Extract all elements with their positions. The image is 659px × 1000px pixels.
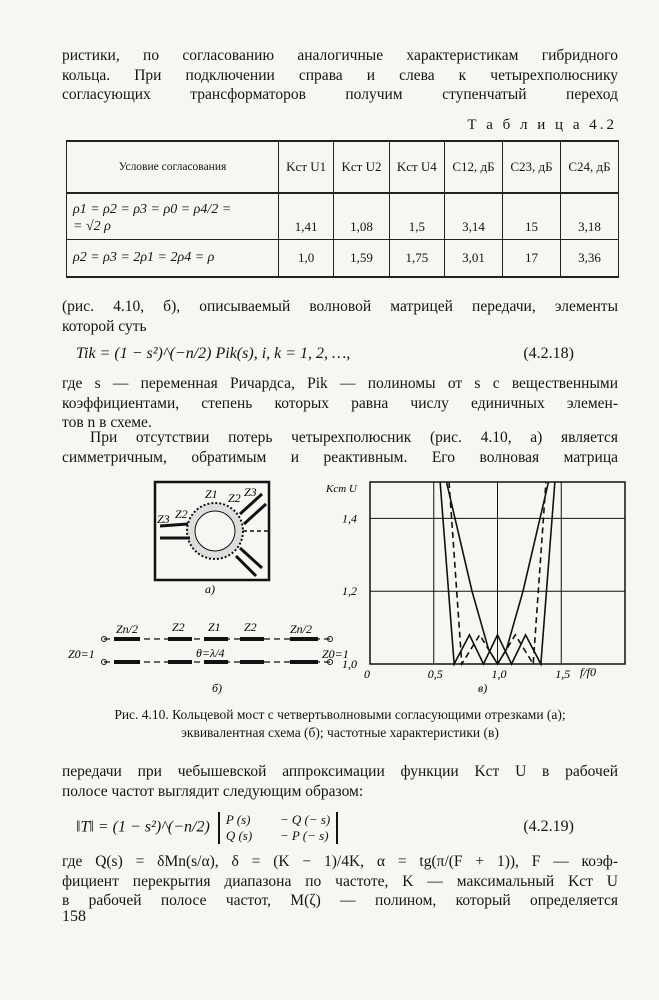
label-z2: Z2 xyxy=(175,507,188,521)
caption-line: эквивалентная схема (б); частотные характеристики (в) xyxy=(181,725,499,740)
label-segment: Z2 xyxy=(172,620,185,634)
table-cell: 15 xyxy=(502,193,560,239)
label-segment: Zn/2 xyxy=(116,622,139,636)
table-row xyxy=(67,193,619,239)
chart-ytick-label: 1,4 xyxy=(342,511,357,526)
text-line: При отсутствии потерь четырехполюсник (рис. 4.10, а) является xyxy=(90,429,618,446)
table-cell: 3,14 xyxy=(444,193,502,239)
paragraph-definitions xyxy=(62,852,618,911)
matrix-cell: − P (− s) xyxy=(279,828,329,843)
label-segment: Zn/2 xyxy=(290,622,313,636)
text-line: где Q(s) = δMn(s/α), δ = (K − 1)/4K, α = tg(π/(F + 1)), F — коэф- xyxy=(62,853,618,870)
chart-ytick-label: 1,0 xyxy=(342,657,357,671)
table-header: C24, дБ xyxy=(560,141,618,193)
paragraph-matrix xyxy=(62,297,618,336)
paragraph-intro xyxy=(62,46,618,105)
figure-b-label: б) xyxy=(212,681,223,695)
text-line: в рабочей полосе частот, M(ζ) — полином, который определяется xyxy=(62,892,618,909)
text-line: симметричным, обратимым и реактивным. Его волновая матрица xyxy=(62,448,618,466)
label-z3: Z3 xyxy=(157,512,170,526)
table-header: Kст U2 xyxy=(334,141,389,193)
equation-body: Tik = (1 − s²)^(−n/2) Pik(s), i, k = 1, 2, …, xyxy=(76,345,351,362)
chart-xtick-label: 0,5 xyxy=(427,667,443,681)
label-theta: θ=λ/4 xyxy=(196,646,225,660)
table-cell: 1,08 xyxy=(334,193,389,239)
table-cell: 3,36 xyxy=(560,239,618,277)
text-line: (рис. 4.10, б), описываемый волновой матрицей передачи, элементы xyxy=(62,298,618,315)
matrix-cell: Q (s) xyxy=(225,828,253,843)
equation-4-2-19 xyxy=(76,812,616,844)
page-number: 158 xyxy=(62,908,86,925)
label-segment: Z2 xyxy=(244,620,257,634)
table-cell: 3,18 xyxy=(560,193,618,239)
table-row xyxy=(67,239,619,277)
table-cell-condition xyxy=(67,193,279,239)
equation-number: (4.2.19) xyxy=(523,818,574,835)
label-right-port: Z0=1 xyxy=(322,647,349,661)
equation-4-2-18 xyxy=(76,345,616,363)
table-header-row xyxy=(67,141,619,193)
text-line: фициент перекрытия диапазона по частоте, K — максимальный Kст U xyxy=(62,872,618,890)
text-line: где s — переменная Ричардса, Pik — полиномы от s с вещественными xyxy=(62,375,618,392)
label-z3: Z3 xyxy=(244,485,257,499)
label-segment: Z1 xyxy=(208,620,221,634)
condition-line: = √2 ρ xyxy=(73,218,111,234)
table-header: Kст U4 xyxy=(389,141,444,193)
data-table xyxy=(66,140,619,278)
chart-xtick-label: 1,5 xyxy=(555,667,571,681)
matrix-cell: P (s) xyxy=(225,812,251,827)
arm-left xyxy=(160,524,190,538)
figure-c-label: в) xyxy=(478,681,488,695)
table-header: Условие согласования xyxy=(67,141,279,193)
condition-line: ρ1 = ρ2 = ρ3 = ρ0 = ρ4/2 = xyxy=(73,201,232,217)
table-cell: 1,5 xyxy=(389,193,444,239)
table-cell: 1,0 xyxy=(279,239,334,277)
figure-a-ring-bridge xyxy=(155,482,269,596)
arm-bottom-right xyxy=(236,548,262,576)
table-cell-condition xyxy=(67,239,279,277)
ring-inner xyxy=(195,511,235,551)
paragraph-lossless xyxy=(62,428,618,467)
text-line: согласующих трансформаторов получим ступенчатый переход xyxy=(62,86,618,103)
table-cell: 3,01 xyxy=(444,239,502,277)
equation-matrix xyxy=(218,812,338,844)
table-cell: 1,59 xyxy=(334,239,389,277)
caption-line: Рис. 4.10. Кольцевой мост с четвертьволновыми согласующими отрезками (а); xyxy=(114,707,566,722)
figure-b-equivalent-circuit xyxy=(68,620,349,695)
table-cell: 1,41 xyxy=(279,193,334,239)
paragraph-richards xyxy=(62,374,618,433)
label-z1: Z1 xyxy=(205,487,218,501)
chart-ytick-label: 1,2 xyxy=(342,584,357,599)
figure-a-label: а) xyxy=(205,582,215,596)
chart-xtick-label: 1,0 xyxy=(491,667,507,681)
chart-xtick-label: 0 xyxy=(364,667,370,681)
table-header: C12, дБ xyxy=(444,141,502,193)
text-line: которой суть xyxy=(62,317,147,335)
table-cell: 17 xyxy=(502,239,560,277)
label-z2: Z2 xyxy=(228,491,241,505)
chart-ylabel: Kст U xyxy=(326,483,357,495)
table-caption: Т а б л и ц а 4.2 xyxy=(467,117,617,133)
chart-xlabel: f/f0 xyxy=(580,665,597,679)
table-cell: 1,75 xyxy=(389,239,444,277)
condition-line: ρ2 = ρ3 = 2ρ1 = 2ρ4 = ρ xyxy=(73,250,215,266)
table-header: Kст U1 xyxy=(279,141,334,193)
equation-lhs: ‖T‖ = (1 − s²)^(−n/2) xyxy=(76,818,210,836)
text-line: коэффициентами, степень которых равна числу единичных элемен- xyxy=(62,394,618,412)
paragraph-chebyshev xyxy=(62,762,618,801)
text-line: полосе частот выглядит следующим образом: xyxy=(62,782,364,800)
table-header: C23, дБ xyxy=(502,141,560,193)
text-line: кольца. При подключении справа и слева к четырехполюснику xyxy=(62,66,618,84)
figure-4-10 xyxy=(0,476,659,706)
text-line: ристики, по согласованию аналогичные характеристикам гибридного xyxy=(62,47,618,64)
figure-caption xyxy=(62,706,618,742)
label-left-port: Z0=1 xyxy=(68,647,95,661)
figure-c-chart xyxy=(325,482,625,695)
text-line: тов n в схеме. xyxy=(62,414,152,431)
equation-number: (4.2.18) xyxy=(523,345,574,362)
matrix-cell: − Q (− s) xyxy=(279,812,331,827)
text-line: передачи при чебышевской аппроксимации функции Kст U в рабочей xyxy=(62,763,618,780)
